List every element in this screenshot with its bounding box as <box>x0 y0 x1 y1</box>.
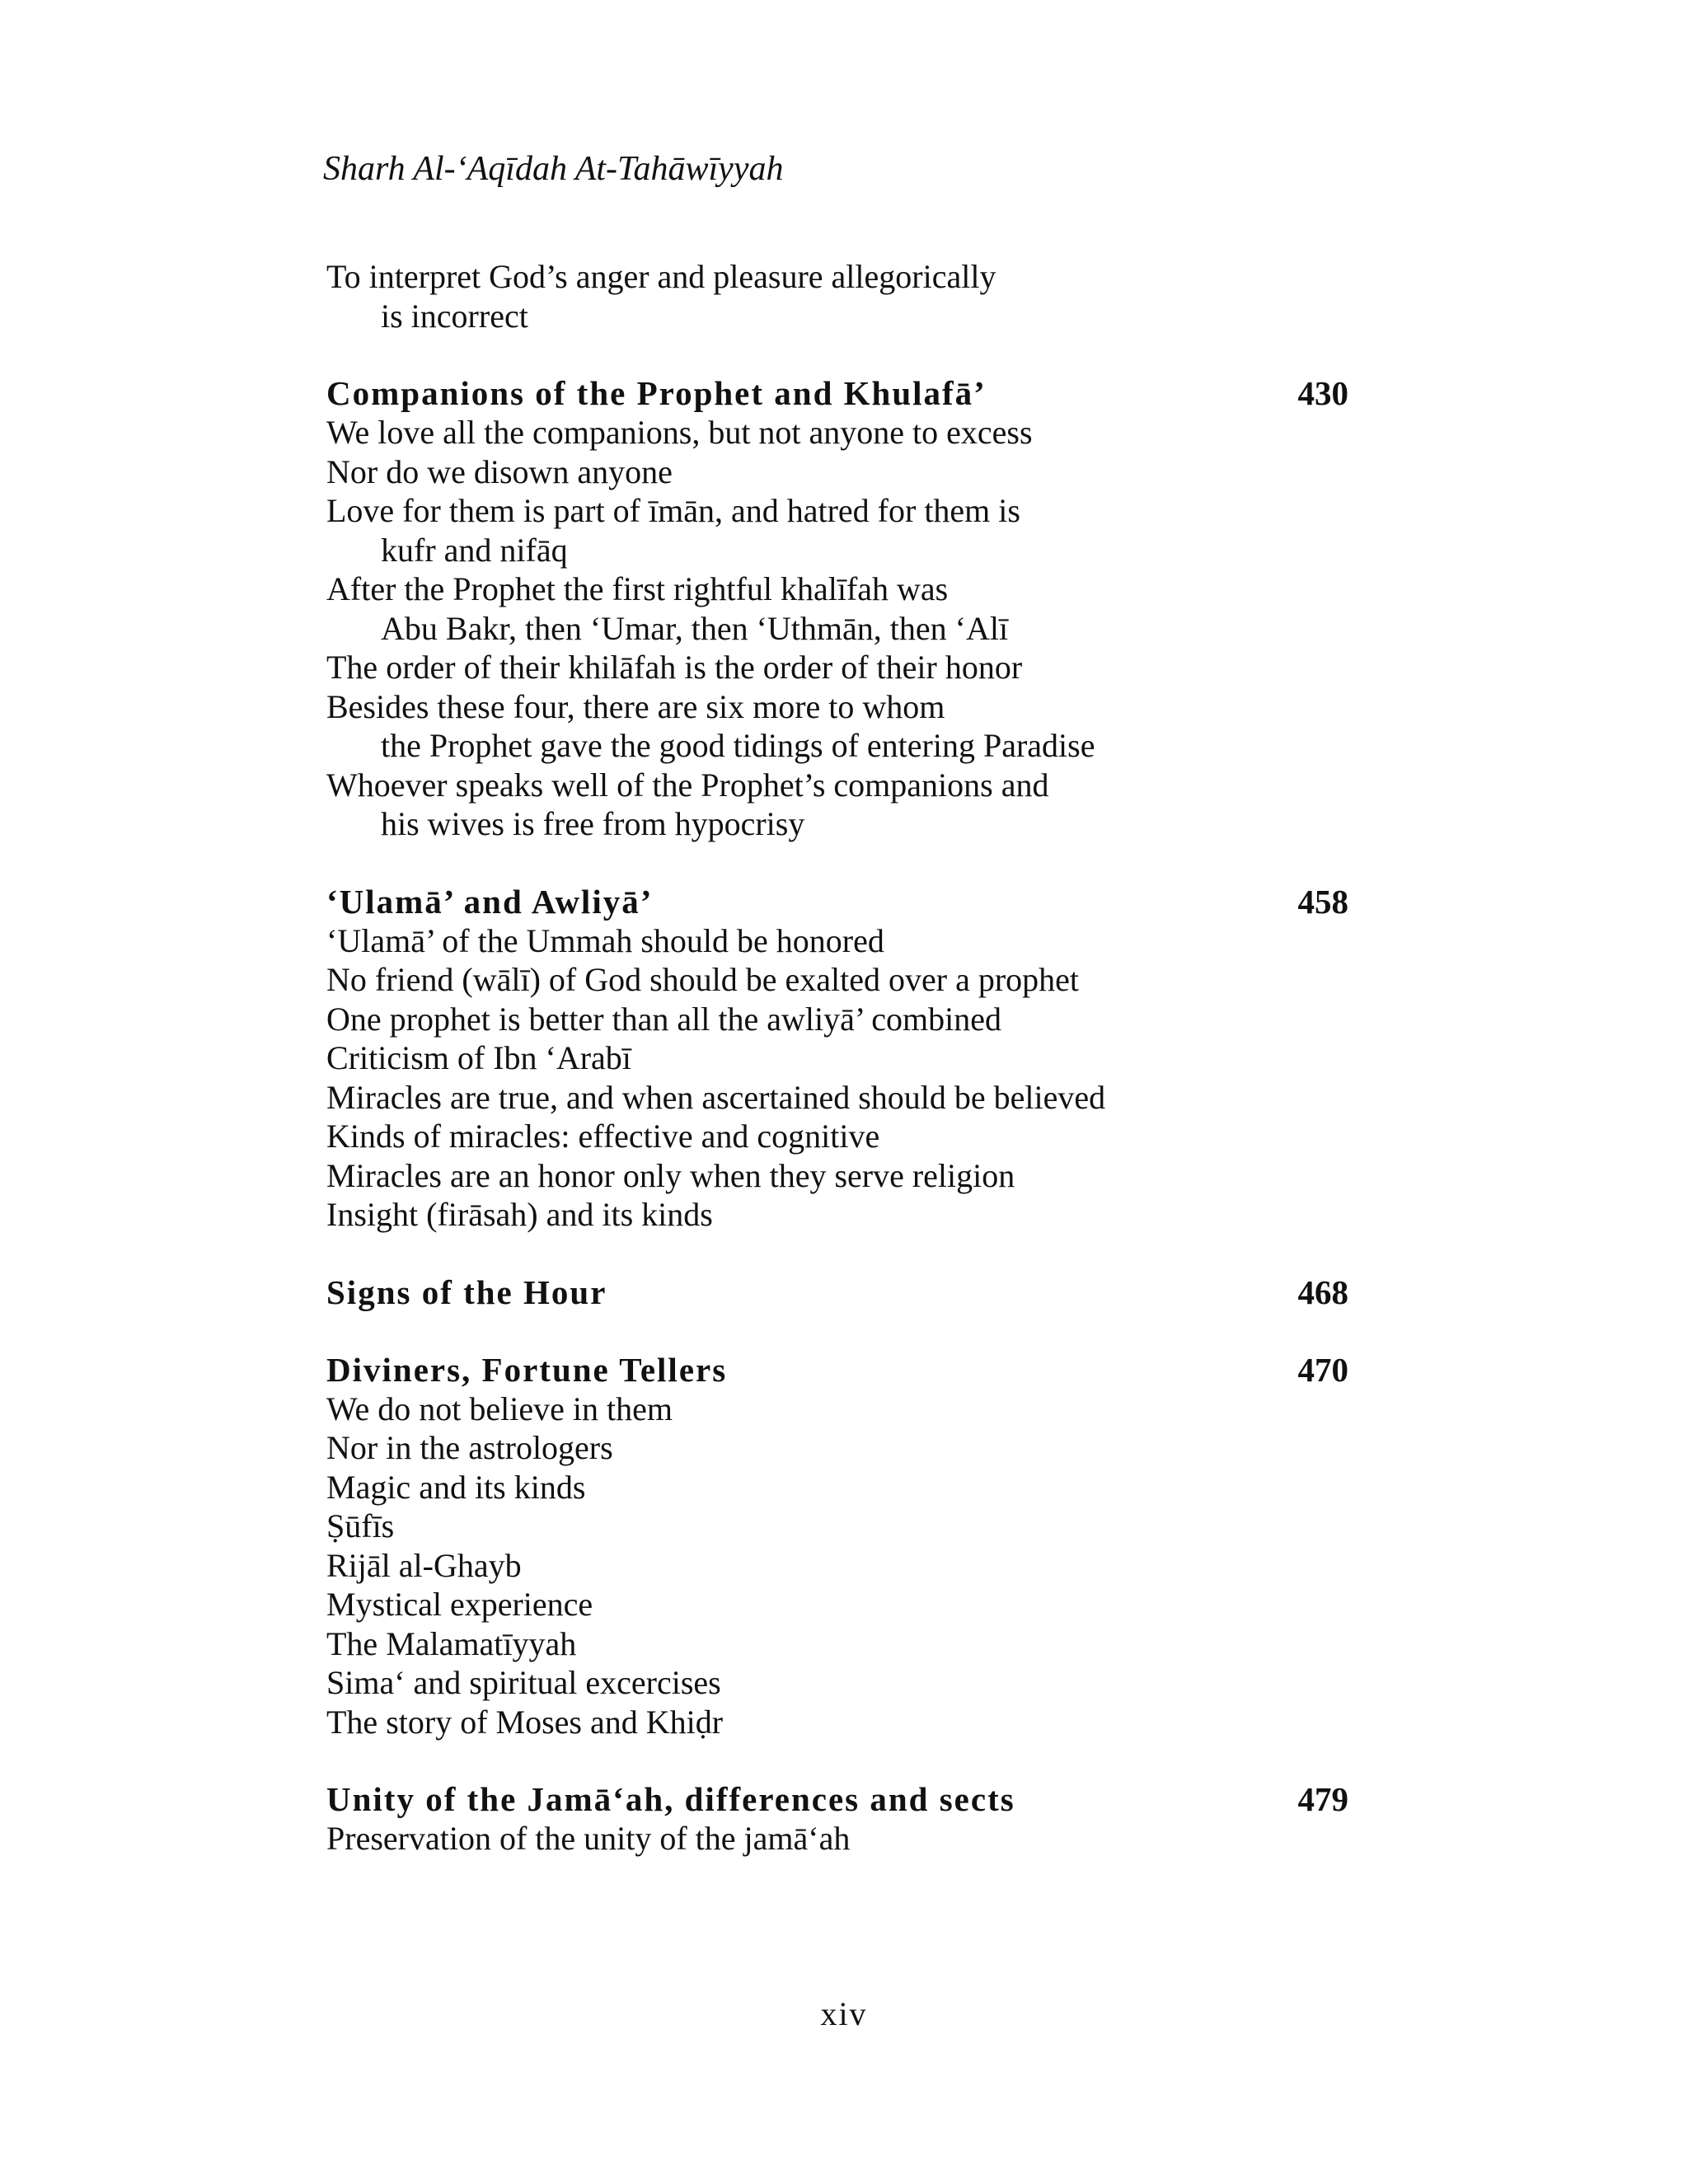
toc-entry: Besides these four, there are six more to whom <box>326 687 945 725</box>
toc-entry: Love for them is part of īmān, and hatred for them is <box>326 492 1020 529</box>
toc-section <box>326 1350 1348 1742</box>
toc-entry: Criticism of Ibn ‘Arabī <box>326 1039 631 1076</box>
section-title: Diviners, Fortune Tellers <box>326 1350 728 1389</box>
page-number: xiv <box>820 1995 868 2032</box>
toc-entry: We do not believe in them <box>326 1390 673 1427</box>
toc-entry: is incorrect <box>381 297 528 335</box>
section-page-number: 468 <box>1297 1272 1348 1311</box>
section-title: Signs of the Hour <box>326 1272 607 1311</box>
toc-entry: Miracles are an honor only when they serve religion <box>326 1156 1015 1194</box>
toc-entry: Nor do we disown anyone <box>326 452 673 490</box>
section-title: Unity of the Jamā‘ah, differences and sects <box>326 1780 1015 1818</box>
toc-entry: Whoever speaks well of the Prophet’s companions and <box>326 766 1049 804</box>
toc-entry: The Malamatīyyah <box>326 1624 577 1662</box>
toc-section <box>326 257 1348 335</box>
toc-entry: No friend (wālī) of God should be exalted over a prophet <box>326 961 1080 998</box>
toc-section <box>326 1272 1348 1312</box>
section-page-number: 479 <box>1297 1780 1348 1818</box>
toc-section <box>326 882 1348 1235</box>
toc-entry: The story of Moses and Khiḍr <box>326 1703 724 1741</box>
section-page-number: 470 <box>1297 1350 1348 1389</box>
toc-entry: Ṣūfīs <box>326 1507 395 1544</box>
section-heading <box>326 1779 1348 1819</box>
section-page-number: 458 <box>1297 882 1348 921</box>
toc-entry: Insight (firāsah) and its kinds <box>326 1196 713 1233</box>
running-head: Sharh Al-ʻAqīdah At-Tahāwīyyah <box>323 150 784 188</box>
toc-entry: Miracles are true, and when ascertained should be believed <box>326 1078 1106 1116</box>
toc-section <box>326 1779 1348 1858</box>
toc-entry: Mystical experience <box>326 1586 593 1623</box>
toc-entry: kufr and nifāq <box>381 531 568 569</box>
section-heading <box>326 373 1348 413</box>
toc-entry: We love all the companions, but not anyone to excess <box>326 414 1033 451</box>
toc-entry: The order of their khilāfah is the order of their honor <box>326 649 1023 686</box>
toc-entry: Kinds of miracles: effective and cognitive <box>326 1118 880 1155</box>
toc-entry: Abu Bakr, then ‘Umar, then ‘Uthmān, then ‘Alī <box>381 609 1009 647</box>
section-title: Companions of the Prophet and Khulafā’ <box>326 374 987 412</box>
toc-entry: his wives is free from hypocrisy <box>381 805 805 842</box>
toc-entry: Rijāl al-Ghayb <box>326 1546 522 1584</box>
section-heading <box>326 1272 1348 1312</box>
toc-section <box>326 373 1348 844</box>
toc-entry: To interpret God’s anger and pleasure allegorically <box>326 258 996 295</box>
section-heading <box>326 1350 1348 1390</box>
toc-entry: the Prophet gave the good tidings of entering Paradise <box>381 727 1095 764</box>
section-heading <box>326 882 1348 921</box>
toc-entry: Preservation of the unity of the jamā‘ah <box>326 1820 851 1857</box>
toc-entry: Nor in the astrologers <box>326 1429 613 1466</box>
toc-entry: After the Prophet the first rightful khalīfah was <box>326 570 949 607</box>
toc-entry: Magic and its kinds <box>326 1468 586 1506</box>
toc-entry: ‘Ulamā’ of the Ummah should be honored <box>326 921 884 959</box>
table-of-contents <box>326 257 1348 1896</box>
toc-entry: Sima‘ and spiritual excercises <box>326 1664 721 1701</box>
toc-entry: One prophet is better than all the awliyā’ combined <box>326 1000 1001 1038</box>
section-title: ‘Ulamā’ and Awliyā’ <box>326 882 654 921</box>
section-page-number: 430 <box>1297 374 1348 412</box>
